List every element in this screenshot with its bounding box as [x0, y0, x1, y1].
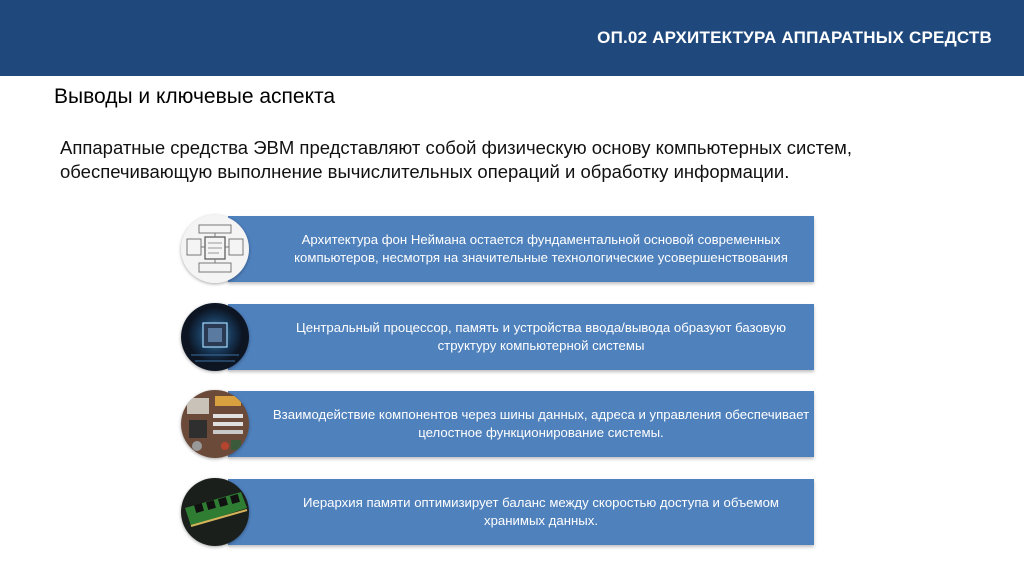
key-point-bar — [228, 304, 814, 370]
key-point-bar — [228, 479, 814, 545]
key-point-text: Иерархия памяти оптимизирует баланс между скоростью доступа и объемом хранимых данных. — [303, 494, 779, 528]
list-item-memory-hierarchy — [0, 479, 1024, 545]
von-neumann-diagram-icon — [181, 215, 249, 283]
slide-title: Выводы и ключевые аспекта — [54, 85, 336, 108]
list-item-von-neumann — [0, 216, 1024, 282]
header-bar — [0, 0, 1024, 76]
key-point-bar — [228, 391, 814, 457]
intro-text: Аппаратные средства ЭВМ представляют собой физическую основу компьютерных систем, обеспечивающую выполнение вычислительных операций и обработку информации. — [60, 137, 853, 182]
list-item-cpu-memory-io — [0, 304, 1024, 370]
motherboard-icon — [181, 390, 249, 458]
key-point-bar — [228, 216, 814, 282]
memory-module-icon — [181, 478, 249, 546]
key-point-text: Центральный процессор, память и устройства ввода/вывода образуют базовую структуру компьютерной системы — [296, 319, 786, 353]
processor-chip-icon — [181, 303, 249, 371]
key-point-text: Архитектура фон Неймана остается фундаментальной основой современных компьютеров, несмотря на значительные технологические усовершенствования — [294, 231, 788, 265]
course-title: ОП.02 АРХИТЕКТУРА АППАРАТНЫХ СРЕДСТВ — [597, 28, 992, 47]
key-point-text: Взаимодействие компонентов через шины данных, адреса и управления обеспечивает целостное функционирование системы. — [272, 406, 810, 440]
list-item-buses — [0, 391, 1024, 457]
